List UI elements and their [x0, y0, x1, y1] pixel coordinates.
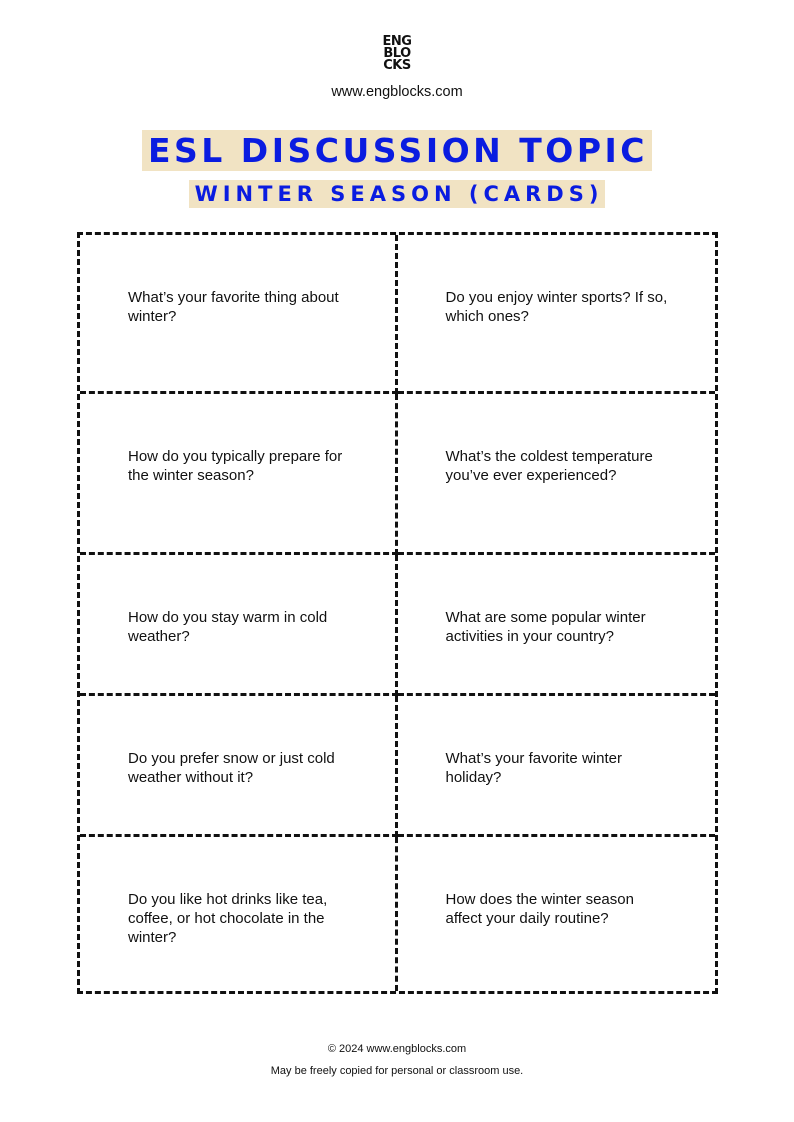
- card-question: What’s your favorite thing about winter?: [128, 289, 339, 325]
- discussion-card: [80, 837, 398, 991]
- discussion-card: [80, 394, 398, 555]
- footer-copyright: © 2024 www.engblocks.com: [327, 1043, 467, 1055]
- discussion-card: [80, 696, 398, 837]
- discussion-card: [80, 235, 398, 394]
- page-subtitle: WINTER SEASON (CARDS): [189, 180, 606, 208]
- discussion-card: [80, 555, 398, 696]
- discussion-cards-grid: [77, 232, 718, 994]
- discussion-card: [398, 235, 716, 394]
- site-url: www.engblocks.com: [331, 84, 463, 100]
- logo-line: CKS: [383, 58, 411, 73]
- discussion-card: [398, 394, 716, 555]
- page-title: ESL DISCUSSION TOPIC: [142, 130, 652, 171]
- card-question: Do you enjoy winter sports? If so, which ones?: [445, 289, 668, 325]
- card-question: How does the winter season affect your daily routine?: [445, 891, 634, 927]
- card-question: What are some popular winter activities in your country?: [445, 609, 646, 645]
- engblocks-logo: [0, 36, 794, 72]
- discussion-card: [398, 837, 716, 991]
- logo-line: BLO: [383, 46, 411, 61]
- footer-license: May be freely copied for personal or classroom use.: [270, 1065, 524, 1077]
- card-question: How do you stay warm in cold weather?: [128, 609, 328, 645]
- card-question: Do you prefer snow or just cold weather without it?: [128, 750, 335, 786]
- card-question: How do you typically prepare for the winter season?: [128, 448, 343, 484]
- card-question: Do you like hot drinks like tea, coffee, or hot chocolate in the winter?: [128, 891, 328, 946]
- discussion-card: [398, 696, 716, 837]
- logo-line: ENG: [382, 34, 412, 49]
- discussion-card: [398, 555, 716, 696]
- card-question: What’s the coldest temperature you’ve ever experienced?: [445, 448, 653, 484]
- card-question: What’s your favorite winter holiday?: [445, 750, 622, 786]
